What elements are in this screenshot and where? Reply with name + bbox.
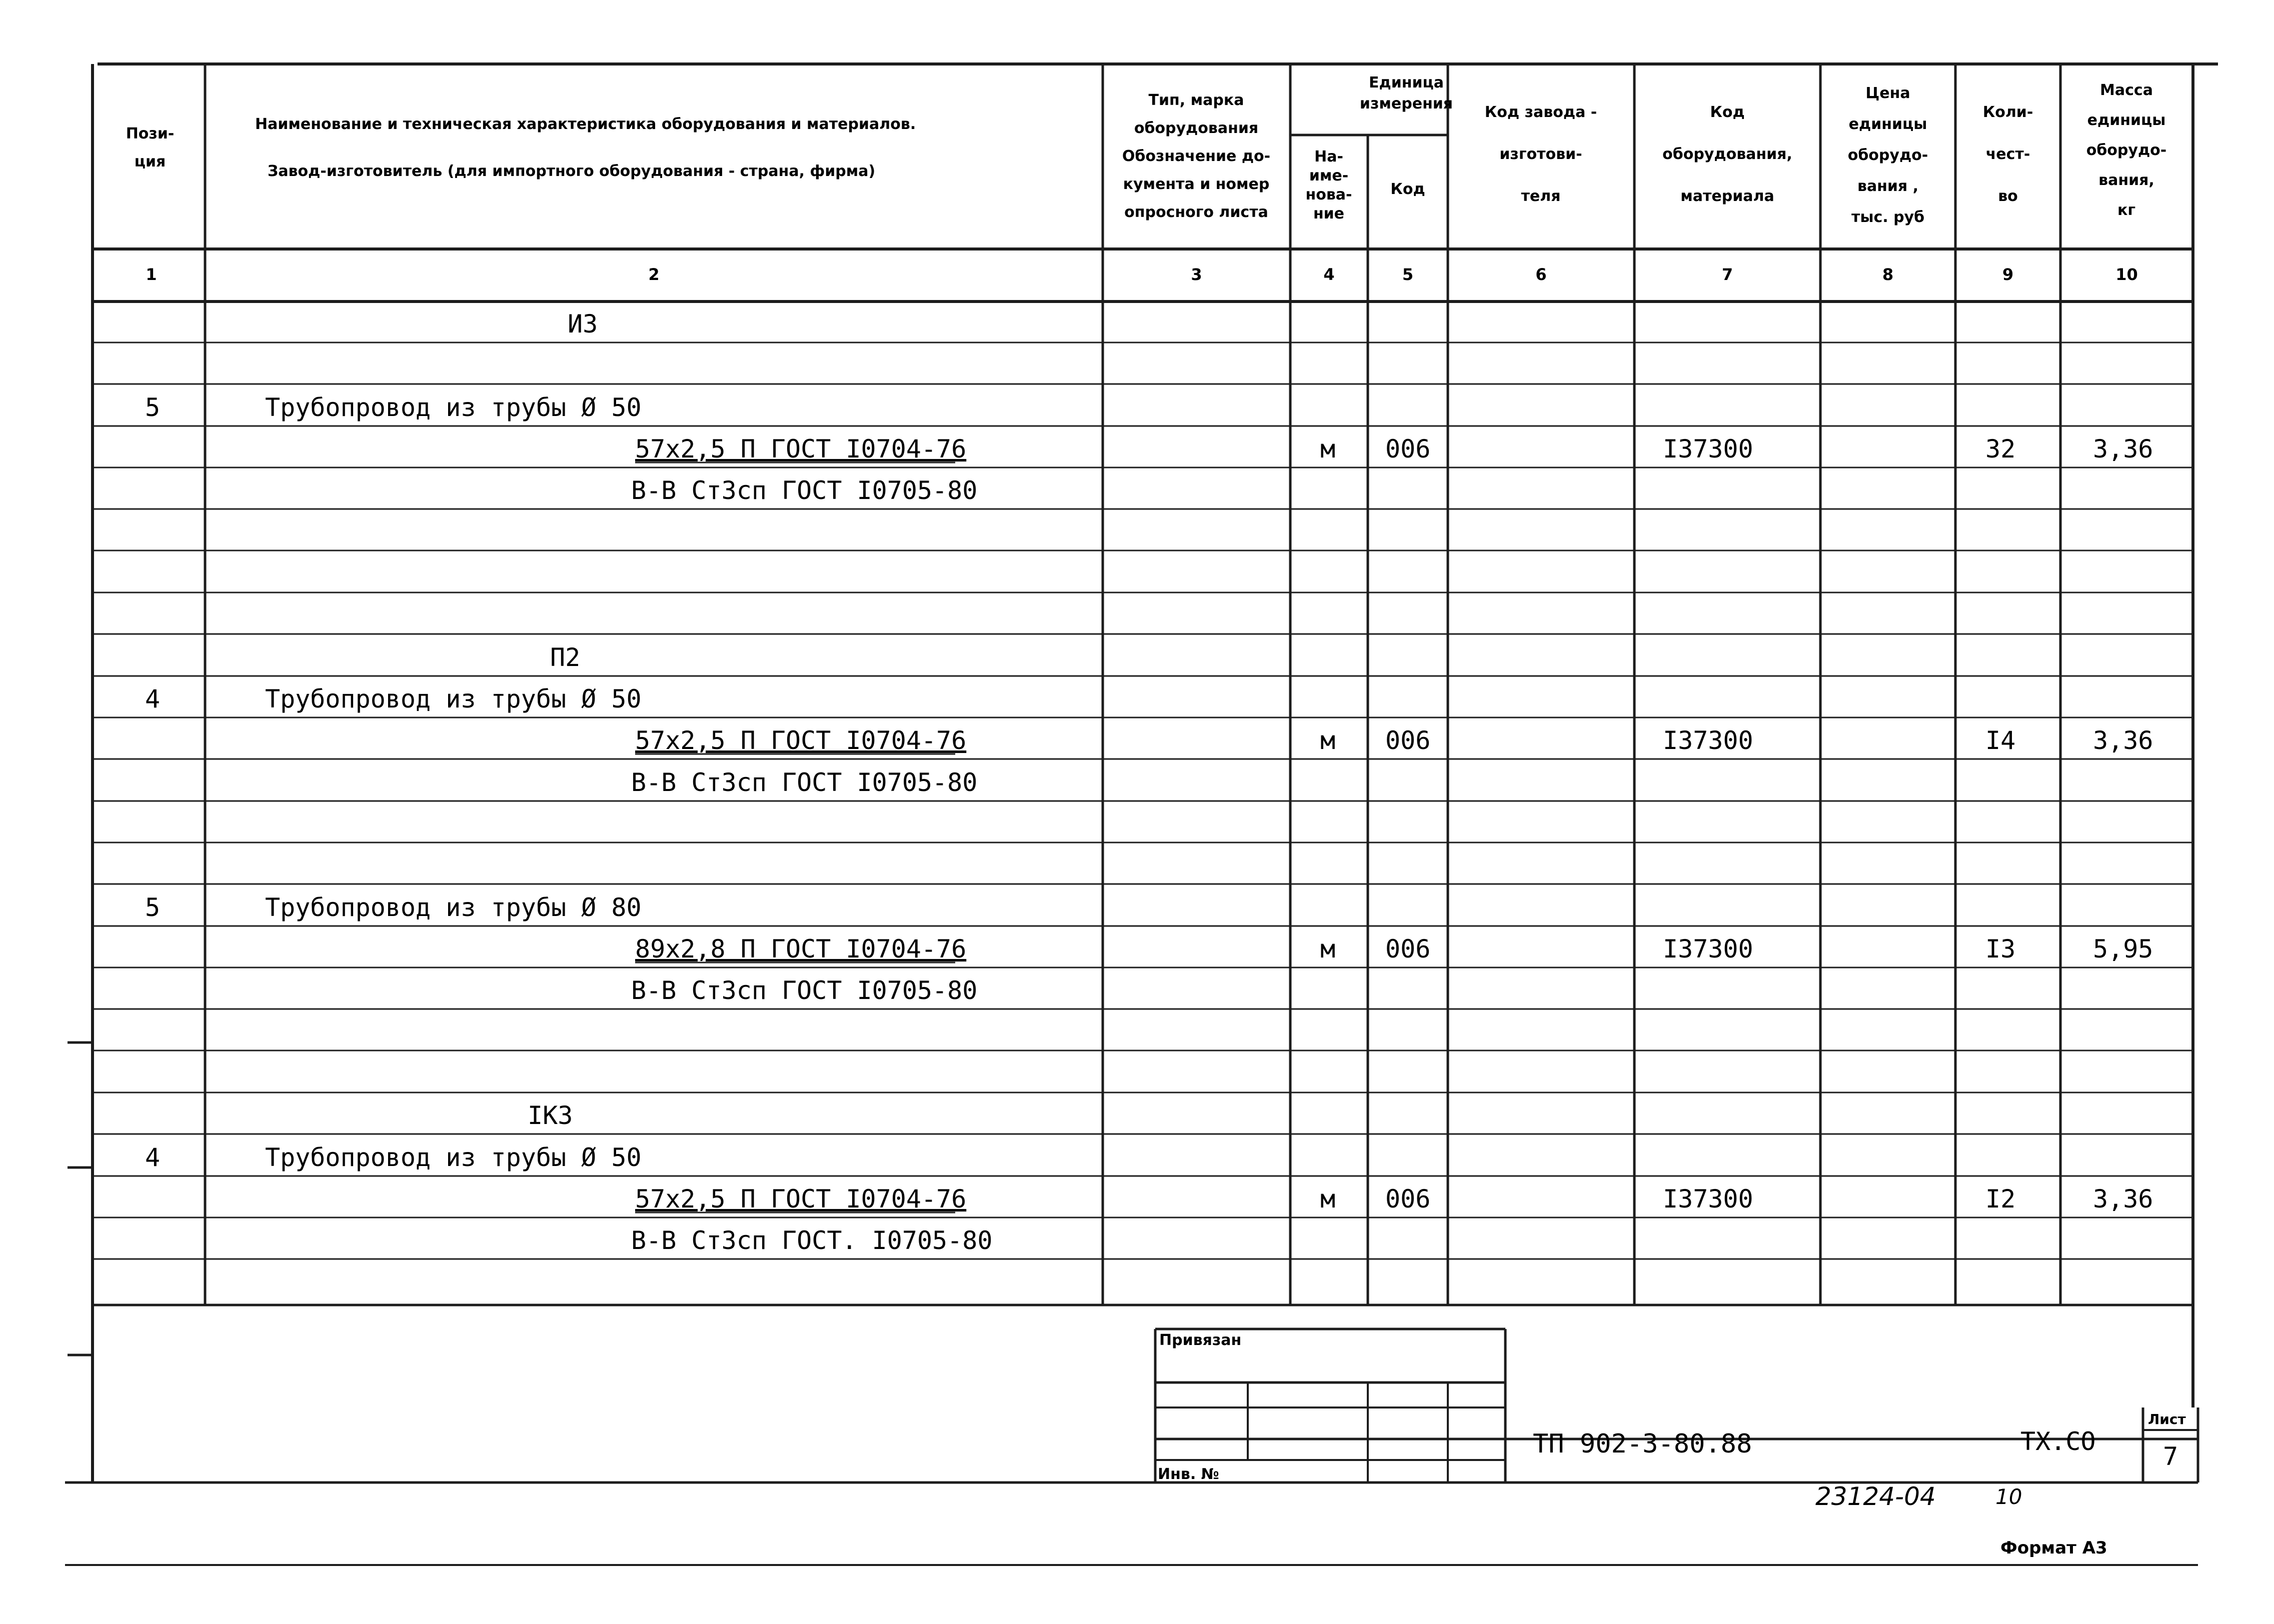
table-row xyxy=(631,1226,992,1255)
column-number: 7 xyxy=(1721,265,1733,284)
inventory-number-label: Инв. № xyxy=(1158,1466,1219,1483)
position-cell: 5 xyxy=(145,393,161,422)
column-number: 5 xyxy=(1402,265,1414,284)
header-position: Пози-ция xyxy=(126,125,175,170)
name-cell: В-В Ст3сп ГОСТ. I0705-80 xyxy=(631,1226,993,1255)
column-number: 3 xyxy=(1191,265,1202,284)
mass-cell: 3,36 xyxy=(2093,1184,2153,1214)
header-unit-name: На-име-нова-ние xyxy=(1305,148,1352,222)
header-name-line2: Завод-изготовитель (для импортного оборудования - страна, фирма) xyxy=(268,162,876,180)
name-cell: 57x2,5 П ГОСТ I0704-76 xyxy=(635,726,967,755)
quantity-cell: I3 xyxy=(1985,934,2016,964)
unit-code-cell: 006 xyxy=(1385,434,1431,464)
quantity-cell: I2 xyxy=(1985,1184,2016,1214)
header-quantity: Коли-чест-во xyxy=(1982,104,2033,205)
name-cell: И3 xyxy=(568,310,598,338)
position-cell: 4 xyxy=(145,1143,161,1172)
table-row xyxy=(631,976,977,1005)
quantity-cell: 32 xyxy=(1985,434,2016,464)
column-number: 10 xyxy=(2115,265,2138,284)
header-price: Цена единицы оборудо-вания , тыс. руб xyxy=(1847,84,1928,226)
column-number: 2 xyxy=(648,265,660,284)
table-row xyxy=(568,310,598,338)
material-code-cell: I37300 xyxy=(1663,726,1753,755)
unit-cell: м xyxy=(1320,1184,1336,1214)
column-number: 9 xyxy=(2002,265,2014,284)
header-mass: Масса единицы оборудо-вания, кг xyxy=(2086,82,2167,219)
unit-code-cell: 006 xyxy=(1385,1184,1431,1214)
table-grid xyxy=(65,64,2218,1482)
table-row xyxy=(635,434,2153,464)
mass-cell: 3,36 xyxy=(2093,726,2153,755)
name-cell: 89x2,8 П ГОСТ I0704-76 xyxy=(635,934,967,964)
material-code-cell: I37300 xyxy=(1663,1184,1753,1214)
archive-suffix: 10 xyxy=(1995,1484,2022,1509)
unit-code-cell: 006 xyxy=(1385,726,1431,755)
column-number: 1 xyxy=(146,265,157,284)
unit-cell: м xyxy=(1320,934,1336,964)
table-row xyxy=(145,684,642,714)
header-type: Тип, марка оборудования Обозначение до-кумента и номер опросного листа xyxy=(1122,92,1271,221)
header-manufacturer-code: Код завода -изготови-теля xyxy=(1484,104,1597,205)
quantity-cell: I4 xyxy=(1985,726,2016,755)
table-row xyxy=(635,934,2153,964)
format-label: Формат А3 xyxy=(2000,1538,2107,1558)
name-cell: В-В Ст3сп ГОСТ I0705-80 xyxy=(631,768,978,797)
table-header xyxy=(126,74,2167,284)
table-body xyxy=(145,310,2153,1255)
name-cell: IК3 xyxy=(528,1101,573,1130)
header-name-line1: Наименование и техническая характеристика оборудования и материалов. xyxy=(255,116,916,133)
unit-cell: м xyxy=(1320,434,1336,464)
header-unit-code: Код xyxy=(1390,180,1425,198)
material-code-cell: I37300 xyxy=(1663,934,1753,964)
archive-number: 23124-04 xyxy=(1815,1482,1936,1511)
mass-cell: 3,36 xyxy=(2093,434,2153,464)
table-row xyxy=(145,893,642,922)
document-code: ТП 902-3-80.88 xyxy=(1533,1429,1752,1459)
name-cell: Трубопровод из трубы Ø 50 xyxy=(265,684,642,714)
table-row xyxy=(550,643,580,672)
header-material-code: Код оборудования, материала xyxy=(1662,104,1792,205)
table-row xyxy=(635,726,2153,755)
privyazan-label: Привязан xyxy=(1159,1332,1242,1349)
mass-cell: 5,95 xyxy=(2093,934,2153,964)
sheet-number: 7 xyxy=(2162,1442,2178,1471)
table-row xyxy=(145,393,642,422)
table-row xyxy=(145,1143,642,1172)
name-cell: Трубопровод из трубы Ø 80 xyxy=(265,893,642,922)
material-code-cell: I37300 xyxy=(1663,434,1753,464)
unit-code-cell: 006 xyxy=(1385,934,1431,964)
name-cell: В-В Ст3сп ГОСТ I0705-80 xyxy=(631,476,978,505)
name-cell: В-В Ст3сп ГОСТ I0705-80 xyxy=(631,976,978,1005)
table-row xyxy=(631,768,977,797)
position-cell: 5 xyxy=(145,893,161,922)
table-row xyxy=(635,1184,2153,1214)
column-number: 8 xyxy=(1882,265,1894,284)
header-unit-group: Единица измерения xyxy=(1359,74,1453,112)
table-row xyxy=(528,1101,573,1130)
name-cell: П2 xyxy=(550,643,581,672)
position-cell: 4 xyxy=(145,684,161,714)
column-number: 6 xyxy=(1535,265,1547,284)
column-number: 4 xyxy=(1323,265,1335,284)
title-block xyxy=(1155,1329,2198,1483)
unit-cell: м xyxy=(1320,726,1336,755)
document-mark: ТХ.СО xyxy=(2020,1427,2096,1456)
sheet-label: Лист xyxy=(2148,1411,2186,1428)
name-cell: Трубопровод из трубы Ø 50 xyxy=(265,393,642,422)
name-cell: Трубопровод из трубы Ø 50 xyxy=(265,1143,642,1172)
name-cell: 57x2,5 П ГОСТ I0704-76 xyxy=(635,1184,967,1214)
table-row xyxy=(631,476,977,505)
name-cell: 57x2,5 П ГОСТ I0704-76 xyxy=(635,434,967,464)
